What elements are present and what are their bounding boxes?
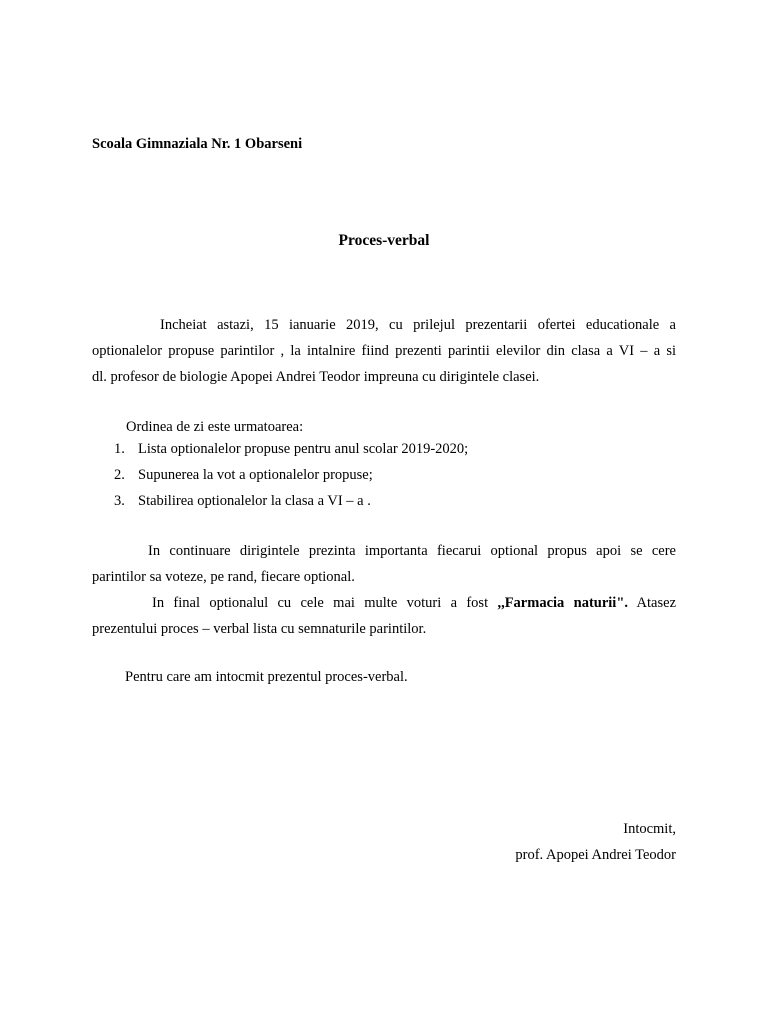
document-title: Proces-verbal xyxy=(338,232,430,249)
final-text: In final optionalul cu cele mai multe voturi a fost xyxy=(152,595,498,611)
agenda-item-text: Stabilirea optionalelor la clasa a VI – a . xyxy=(138,493,371,509)
agenda-item-text: Supunerea la vot a optionalelor propuse; xyxy=(138,467,373,483)
agenda-item-text: Lista optionalelor propuse pentru anul scolar 2019-2020; xyxy=(138,441,469,457)
agenda-item-number: 1. xyxy=(114,441,125,457)
continuation-line-1: In continuare dirigintele prezinta importanta fiecarui optional propus apoi se cere xyxy=(148,543,676,559)
agenda-item-number: 3. xyxy=(114,493,125,509)
agenda-list xyxy=(92,440,468,518)
optional-name: ,,Farmacia naturii". xyxy=(497,595,629,611)
final-line-2: prezentului proces – verbal lista cu semnaturile parintilor. xyxy=(92,621,427,637)
intro-line-2: optionalelor propuse parintilor , la intalnire fiind prezenti parintii elevilor din clasa a VI – a si xyxy=(92,343,676,359)
closing-sentence: Pentru care am intocmit prezentul proces-verbal. xyxy=(125,669,408,685)
intro-line-1: Incheiat astazi, 15 ianuarie 2019, cu prilejul prezentarii ofertei educationale a xyxy=(160,317,676,333)
intro-line-3: dl. profesor de biologie Apopei Andrei Teodor impreuna cu dirigintele clasei. xyxy=(92,369,540,385)
agenda-item-number: 2. xyxy=(114,467,125,483)
signature-label: Intocmit, xyxy=(623,821,676,837)
final-line-1 xyxy=(92,594,676,612)
continuation-line-2: parintilor sa voteze, pe rand, fiecare optional. xyxy=(92,569,355,585)
agenda-item xyxy=(92,466,468,492)
signature-name: prof. Apopei Andrei Teodor xyxy=(515,847,676,863)
agenda-heading: Ordinea de zi este urmatoarea: xyxy=(126,419,304,435)
school-name: Scoala Gimnaziala Nr. 1 Obarseni xyxy=(92,136,303,152)
final-text-end: Atasez xyxy=(628,595,677,611)
agenda-item xyxy=(92,492,468,518)
agenda-item xyxy=(92,440,468,466)
